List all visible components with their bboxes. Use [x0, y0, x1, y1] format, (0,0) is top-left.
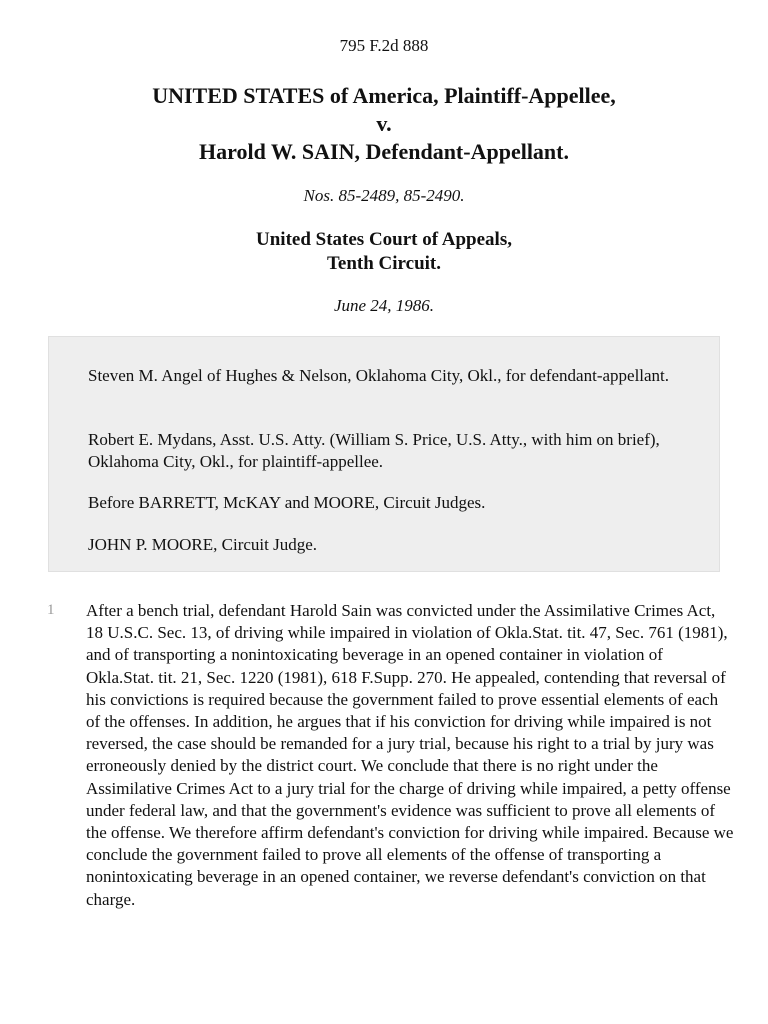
- judge-panel: Before BARRETT, McKAY and MOORE, Circuit Judges.: [88, 493, 486, 512]
- caption-versus: v.: [376, 111, 392, 136]
- case-citation: 795 F.2d 888: [339, 36, 429, 55]
- docket-numbers: Nos. 85-2489, 85-2490.: [303, 186, 465, 205]
- court-name: [0, 228, 768, 276]
- caption-defendant: Harold W. SAIN, Defendant-Appellant.: [199, 139, 569, 164]
- counsel-box: [48, 336, 720, 572]
- opinion-author: JOHN P. MOORE, Circuit Judge.: [88, 535, 318, 554]
- caption-plaintiff: UNITED STATES of America, Plaintiff-Appellee,: [152, 83, 616, 108]
- defendant-counsel: Steven M. Angel of Hughes & Nelson, Oklahoma City, Okl., for defendant-appellant.: [88, 366, 670, 385]
- court-name-line-1: United States Court of Appeals,: [256, 229, 512, 250]
- court-name-line-2: Tenth Circuit.: [326, 253, 442, 274]
- case-caption: [0, 82, 768, 166]
- paragraph-number: 1: [47, 602, 55, 618]
- opinion-paragraph: After a bench trial, defendant Harold Sain was convicted under the Assimilative Crimes Act, 18 U.S.C. Sec. 13, of driving while impaired in violation of Okla.Stat. tit. 47, Sec. 761 (1981), and of transporting a nonintoxicating beverage in an opened container in violation of Okla.Stat. tit. 21, Sec. 1220 (1981), 618 F.Supp. 270. He appealed, contending that reversal of his convictions is required because the government failed to prove essential elements of each of the offenses. In addition, he argues that if his conviction for driving while impaired is not reversed, the case should be remanded for a jury trial, because his right to a trial by jury was erroneously denied by the district court. We conclude that there is no right under the Assimilative Crimes Act to a jury trial for the charge of driving while impaired, a petty offense under federal law, and that the government's evidence was sufficient to prove all elements of the offense. We therefore affirm defendant's conviction for driving while impaired. Because we conclude the government failed to prove all elements of the offense of transporting a nonintoxicating beverage in an opened container, we reverse defendant's conviction on that charge.: [86, 601, 734, 909]
- plaintiff-counsel: Robert E. Mydans, Asst. U.S. Atty. (William S. Price, U.S. Atty., with him on brief), Oklahoma City, Okl., for plaintiff-appellee.: [88, 430, 660, 471]
- decision-date: June 24, 1986.: [333, 296, 435, 315]
